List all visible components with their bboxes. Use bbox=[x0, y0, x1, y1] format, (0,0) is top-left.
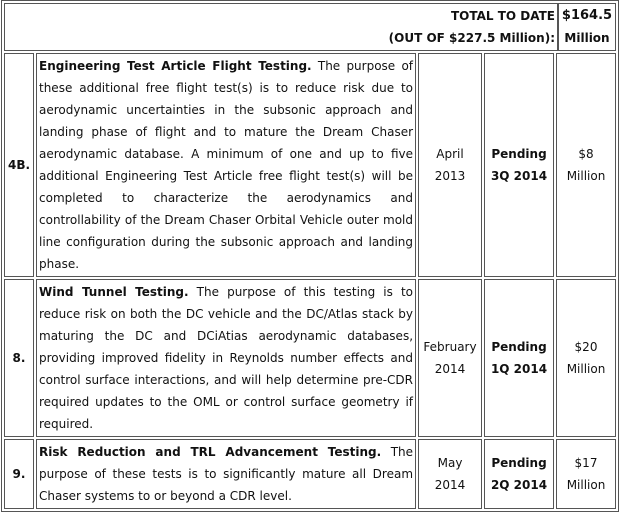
summary-row bbox=[4, 3, 616, 51]
milestone-number: 8. bbox=[4, 279, 34, 437]
milestone-text: The purpose of these tests is to significantly mature all Dream Chaser systems to or beyond a CDR level. bbox=[39, 445, 414, 503]
milestone-status bbox=[484, 279, 554, 437]
date-line-1: February bbox=[423, 340, 477, 354]
milestone-date: May 2014 bbox=[418, 439, 482, 509]
milestone-text: The purpose of this testing is to reduce risk on both the DC vehicle and the DC/Atlas stack by maturing the DC and DCiAtias aerodynamic databases, providing improved fidelity in Reynolds number effects and control surface interactions, and will help determine pre-CDR required updates to the OML or control surface geometry if required. bbox=[39, 285, 414, 431]
milestone-title: Risk Reduction and TRL Advancement Testing. bbox=[39, 445, 382, 459]
status-line-2: 3Q 2014 bbox=[490, 169, 548, 183]
milestones-table bbox=[1, 0, 619, 512]
total-value-cell bbox=[558, 3, 616, 51]
milestone-amount bbox=[556, 53, 616, 277]
status-line-1: Pending bbox=[491, 340, 547, 354]
amount-unit: Million bbox=[566, 362, 606, 376]
milestone-title: Wind Tunnel Testing. bbox=[39, 285, 189, 299]
milestone-status bbox=[484, 439, 554, 509]
total-unit: Million bbox=[564, 31, 610, 45]
status-line-2: 2Q 2014 bbox=[490, 478, 548, 492]
milestone-amount bbox=[556, 279, 616, 437]
status-line-2: 1Q 2014 bbox=[490, 362, 548, 376]
amount-value: $20 bbox=[574, 340, 598, 354]
amount-value: $17 bbox=[574, 456, 598, 470]
milestone-number: 4B. bbox=[4, 53, 34, 277]
total-value: $164.5 bbox=[561, 8, 613, 23]
milestone-status bbox=[484, 53, 554, 277]
milestone-date: April 2013 bbox=[418, 53, 482, 277]
amount-value: $8 bbox=[578, 147, 594, 161]
status-line-1: Pending bbox=[491, 456, 547, 470]
total-to-date-label: TOTAL TO DATE bbox=[450, 9, 555, 23]
milestone-description bbox=[36, 279, 416, 437]
table-row bbox=[4, 279, 616, 437]
status-line-1: Pending bbox=[491, 147, 547, 161]
milestone-description bbox=[36, 53, 416, 277]
date-line-2: 2014 bbox=[434, 362, 466, 376]
milestone-text: The purpose of these additional free flight test(s) is to reduce risk due to aerodynamic uncertainties in the subsonic approach and landing phase of flight and to mature the Dream Chaser aerodynamic database. A minimum of one and up to five additional Engineering Test Article free flight test(s) will be completed to characterize the aerodynamics and controllability of the Dream Chaser Orbital Vehicle outer mold line configuration during the subsonic approach and landing phase. bbox=[39, 59, 414, 271]
milestone-description bbox=[36, 439, 416, 509]
milestone-amount bbox=[556, 439, 616, 509]
milestone-date bbox=[418, 279, 482, 437]
table-row bbox=[4, 53, 616, 277]
milestone-number: 9. bbox=[4, 439, 34, 509]
milestone-title: Engineering Test Article Flight Testing. bbox=[39, 59, 312, 73]
out-of-label: (OUT OF $227.5 Million): bbox=[388, 31, 555, 45]
amount-unit: Million bbox=[566, 169, 606, 183]
summary-table bbox=[4, 3, 616, 51]
amount-unit: Million bbox=[566, 478, 606, 492]
table-row bbox=[4, 439, 616, 509]
total-label-cell bbox=[4, 3, 558, 51]
